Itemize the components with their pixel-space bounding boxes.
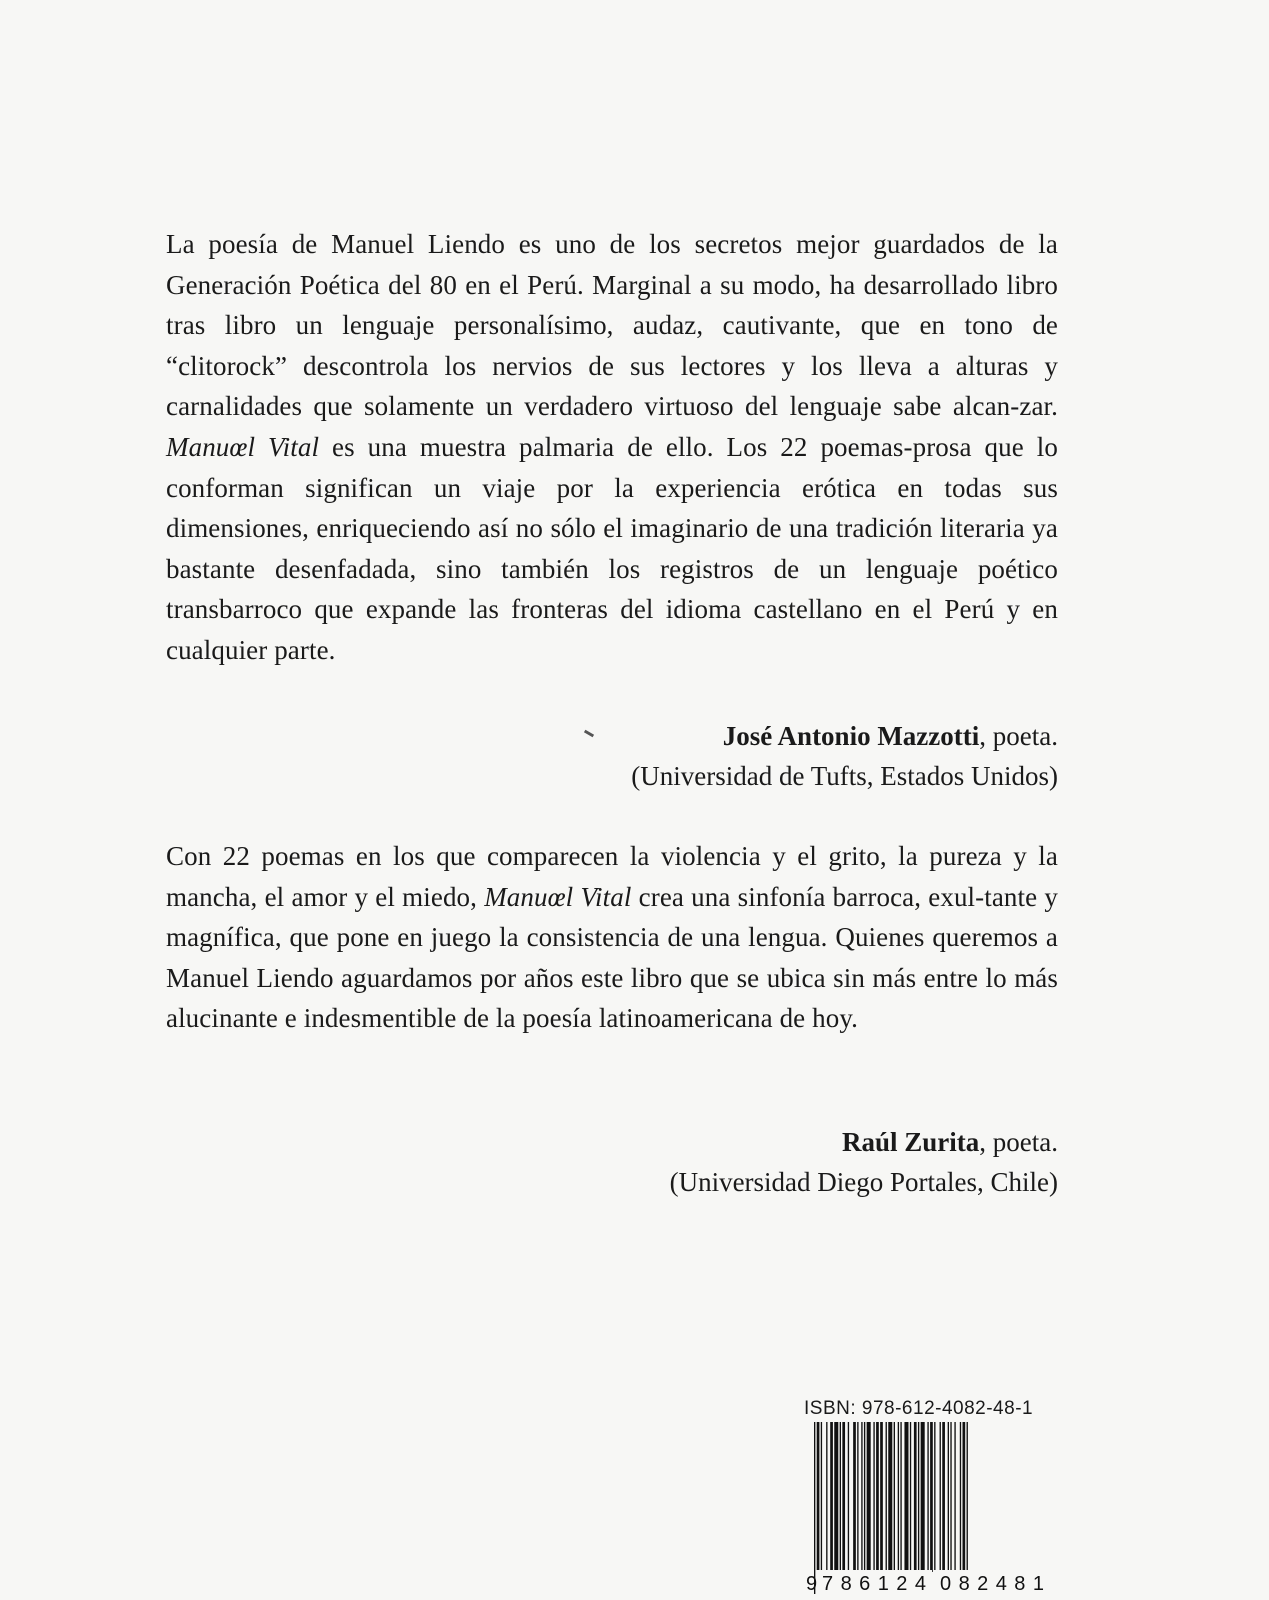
author-role: , poeta.: [979, 1127, 1058, 1157]
barcode-bar: [942, 1422, 945, 1572]
barcode-digit-first: 9: [806, 1573, 818, 1594]
blurb-1-text-a: La poesía de Manuel Liendo es uno de los secretos mejor guardados de la Generación Poética del 80 en el Perú. Marginal a su modo, ha desarrollado libro tras libro un lenguaje personalísimo, audaz, cautivante, que en tono de “clitorock” descontrola los nervios de sus lectores y los lleva a alturas y carnalidades que solamente un verdadero virtuoso del lenguaje sabe alcan-zar.: [166, 229, 1058, 422]
barcode-bar: [934, 1422, 935, 1572]
barcode-bar: [963, 1422, 966, 1594]
barcode-bar: [904, 1422, 908, 1572]
barcode-bars: [814, 1422, 968, 1594]
author-role: , poeta.: [979, 721, 1058, 751]
blurb-paragraph-2: [166, 836, 1058, 1039]
barcode-bar: [921, 1422, 925, 1572]
barcode-bar: [834, 1422, 838, 1572]
barcode-bar: [864, 1422, 865, 1572]
blurb-1-text-b: es una muestra palmaria de ello. Los 22 poemas-prosa que lo conforman significan un viaje por la experiencia erótica en todas sus dimensiones, enriqueciendo así no sólo el imaginario de una tradición literaria ya bastante desenfadada, sino también los registros de un lenguaje poético transbarroco que expande las fronteras del idioma castellano en el Perú y en cualquier parte.: [166, 431, 1058, 665]
barcode-bar: [960, 1422, 961, 1572]
blurb-paragraph-1: [166, 224, 1058, 671]
barcode-bar: [898, 1422, 899, 1572]
barcode-digits-left: 786124: [822, 1573, 926, 1594]
barcode-bar: [861, 1422, 862, 1572]
barcode-bar: [900, 1422, 901, 1572]
blurb-2-text-a: Con 22 poemas en los que comparecen la violencia y el grito, la pureza y la mancha, el amor y el miedo,: [166, 841, 1058, 912]
print-speck: [584, 730, 594, 738]
author-name: Raúl Zurita: [841, 1127, 980, 1157]
barcode-bar: [880, 1422, 883, 1572]
barcode-bar: [940, 1422, 941, 1572]
barcode-bar: [876, 1422, 879, 1572]
barcode-bar: [814, 1422, 815, 1594]
barcode-bar: [930, 1422, 933, 1572]
barcode-bar: [950, 1422, 951, 1572]
barcode-bar: [873, 1422, 874, 1572]
author-affiliation: (Universidad Diego Portales, Chile): [669, 1167, 1058, 1197]
barcode-bar: [826, 1422, 827, 1572]
barcode-bar: [840, 1422, 841, 1572]
barcode-bar: [886, 1422, 887, 1572]
barcode-bar: [857, 1422, 858, 1572]
barcode-bar: [918, 1422, 919, 1572]
barcode-bar: [842, 1422, 845, 1572]
barcode-image: [804, 1422, 1056, 1594]
barcode-bar: [914, 1422, 917, 1572]
author-affiliation: (Universidad de Tufts, Estados Unidos): [631, 761, 1058, 791]
barcode-bar: [821, 1422, 822, 1572]
barcode-bar: [848, 1422, 849, 1572]
barcode-bar: [867, 1422, 871, 1572]
barcode-bar: [954, 1422, 955, 1572]
signature-mazzotti: [631, 716, 1058, 796]
barcode-bar: [910, 1422, 911, 1572]
barcode-bar: [967, 1422, 968, 1594]
isbn-label: ISBN: 978-612-4082-48-1: [804, 1398, 1034, 1419]
barcode-bar: [888, 1422, 892, 1594]
author-name: José Antonio Mazzotti: [722, 721, 980, 751]
book-title-italic: Manuœl Vital: [484, 881, 632, 912]
barcode-bar: [853, 1422, 856, 1572]
barcode-bar: [894, 1422, 895, 1594]
book-title-italic: Manuœl Vital: [166, 431, 320, 462]
barcode-bar: [927, 1422, 928, 1572]
isbn-barcode-block: [804, 1398, 1056, 1594]
barcode-digits-right: 082481: [940, 1573, 1044, 1594]
barcode-bar: [948, 1422, 949, 1572]
signature-name-line: [631, 716, 1058, 756]
barcode-bar: [830, 1422, 833, 1572]
blurb-2-text-b: crea una sinfonía barroca, exul-tante y magnífica, que pone en juego la consistencia de una lengua. Quienes queremos a Manuel Liendo aguardamos por años este libro que se ubica sin más entre lo más alucinante e indesmentible de la poesía latinoamericana de hoy.: [166, 881, 1059, 1034]
signature-name-line: [670, 1122, 1058, 1162]
barcode-bar: [817, 1422, 820, 1594]
signature-zurita: [670, 1122, 1058, 1202]
